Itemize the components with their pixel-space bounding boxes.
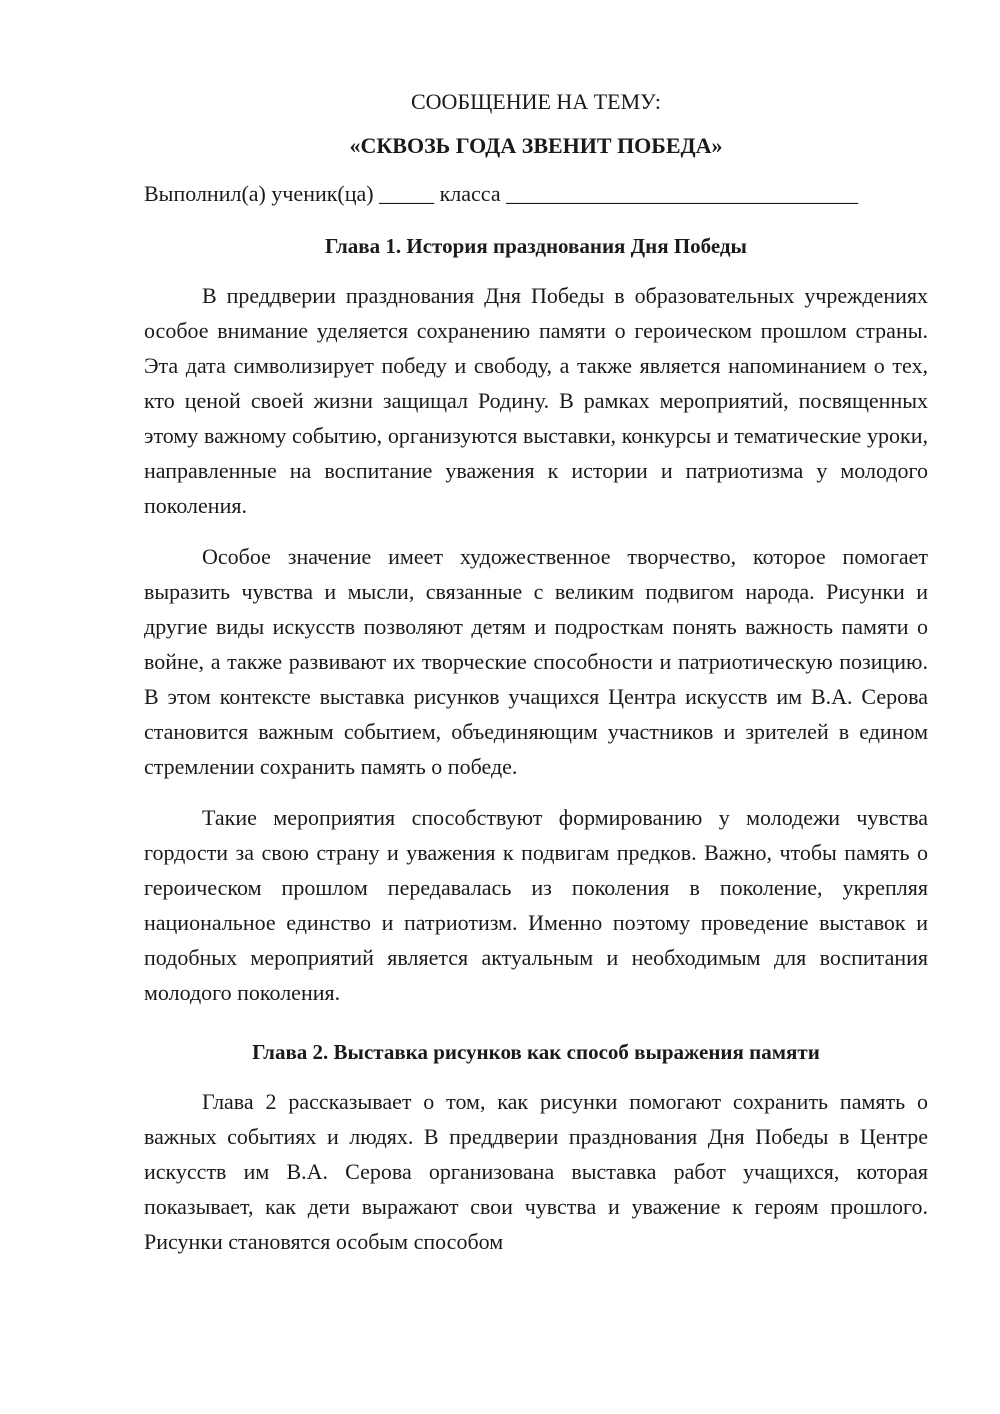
author-line: Выполнил(а) ученик(ца) _____ класса ________________________________ (144, 181, 859, 206)
document-page (144, 88, 928, 1275)
document-header: СООБЩЕНИЕ НА ТЕМУ: (411, 89, 661, 114)
chapter-2-paragraph-1: Глава 2 рассказывает о том, как рисунки помогают сохранить память о важных событиях и людях. В преддверии празднования Дня Победы в Центре искусств им В.А. Серова организована выставка работ учащихся, которая показывает, как дети выражают свои чувства и уважение к героям прошлого. Рисунки становятся особым способом (144, 1089, 928, 1254)
chapter-1-paragraph-3: Такие мероприятия способствуют формированию у молодежи чувства гордости за свою страну и уважения к подвигам предков. Важно, чтобы память о героическом прошлом передавалась из поколения в поколение, укрепляя национальное единство и патриотизм. Именно поэтому проведение выставок и подобных мероприятий является актуальным и необходимым для воспитания молодого поколения. (144, 805, 928, 1005)
chapter-1-heading: Глава 1. История празднования Дня Победы (325, 234, 747, 258)
chapter-1-paragraph-2: Особое значение имеет художественное творчество, которое помогает выразить чувства и мысли, связанные с великим подвигом народа. Рисунки и другие виды искусств позволяют детям и подросткам понять важность памяти о войне, а также развивают их творческие способности и патриотическую позицию. В этом контексте выставка рисунков учащихся Центра искусств им В.А. Серова становится важным событием, объединяющим участников и зрителей в едином стремлении сохранить память о победе. (144, 544, 928, 779)
chapter-2-heading: Глава 2. Выставка рисунков как способ выражения памяти (252, 1040, 820, 1064)
chapter-1-paragraph-1: В преддверии празднования Дня Победы в образовательных учреждениях особое внимание уделяется сохранению памяти о героическом прошлом страны. Эта дата символизирует победу и свободу, а также является напоминанием о тех, кто ценой своей жизни защищал Родину. В рамках мероприятий, посвященных этому важному событию, организуются выставки, конкурсы и тематические уроки, направленные на воспитание уважения к истории и патриотизма у молодого поколения. (144, 283, 928, 518)
document-title: «СКВОЗЬ ГОДА ЗВЕНИТ ПОБЕДА» (349, 133, 723, 158)
